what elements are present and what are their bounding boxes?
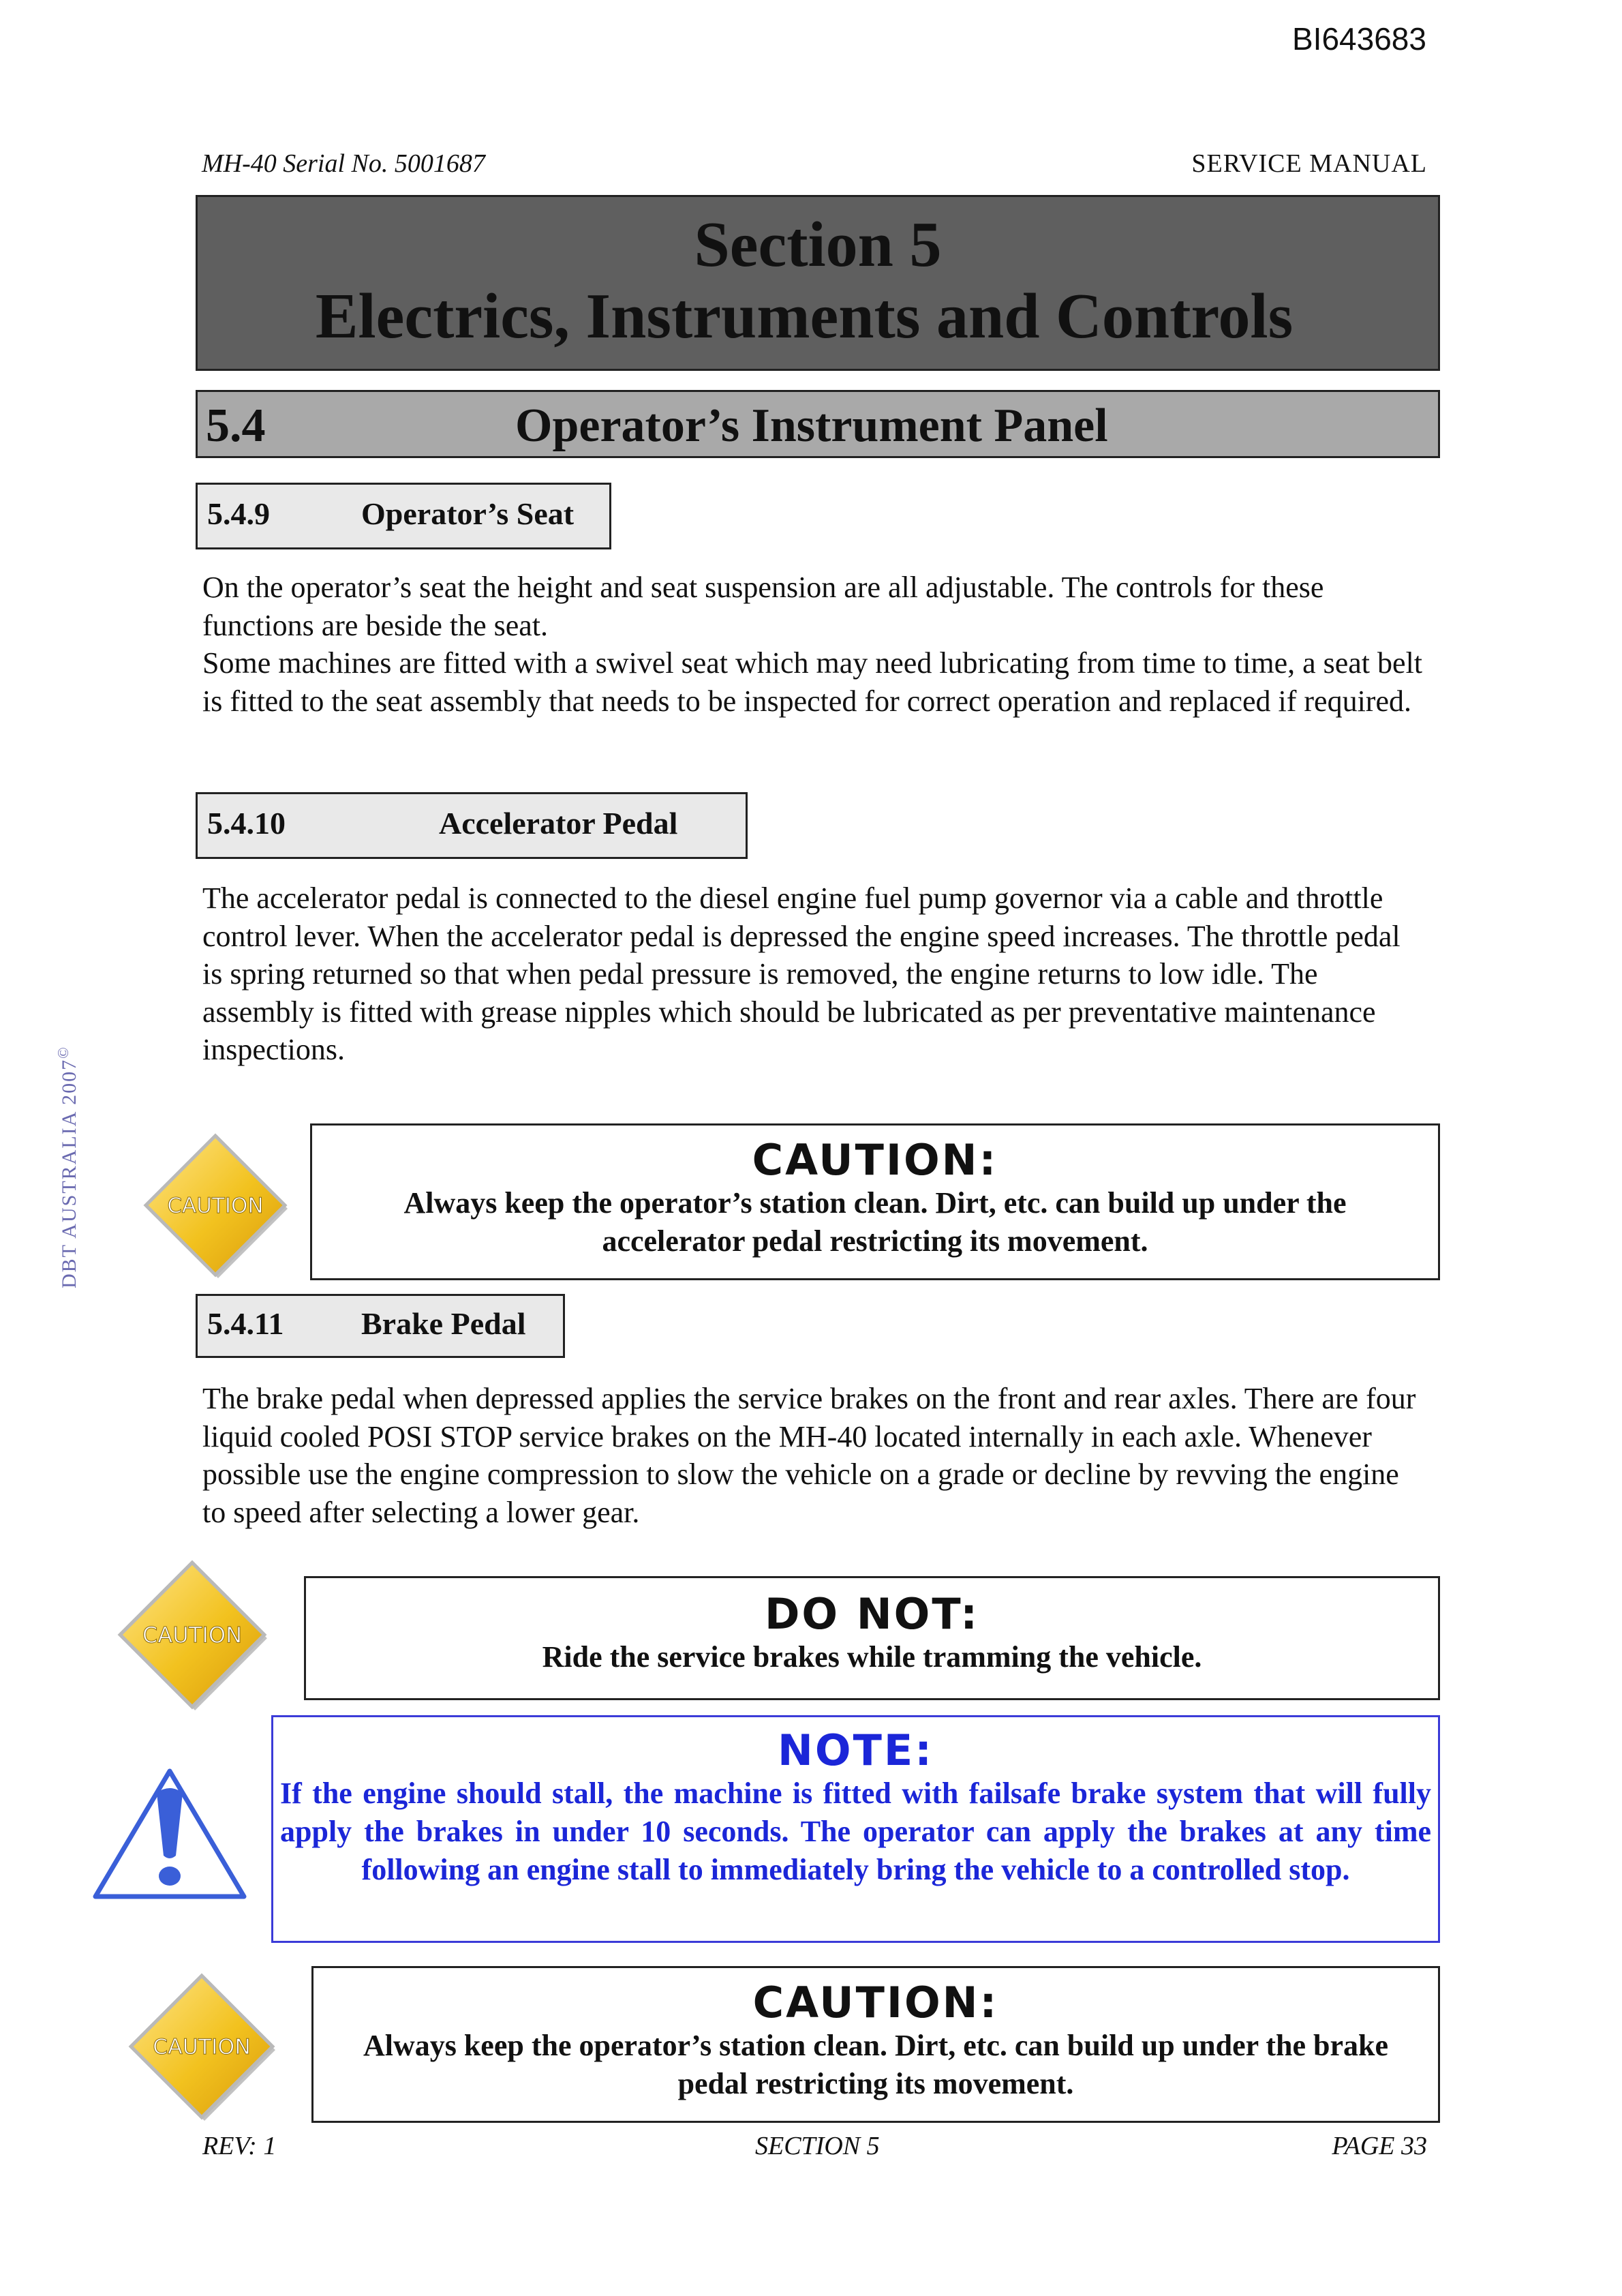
section-title: Electrics, Instruments and Controls bbox=[315, 281, 1294, 352]
subsection-banner bbox=[196, 390, 1440, 458]
caution-sign-icon bbox=[127, 1972, 277, 2121]
footer-page-number: PAGE 33 bbox=[1332, 2132, 1427, 2160]
brake-description bbox=[202, 1380, 1429, 1531]
heading-brake-pedal bbox=[196, 1294, 565, 1358]
caution-icon-label: CAUTION bbox=[167, 1194, 264, 1218]
caution-box bbox=[311, 1966, 1440, 2123]
warning-triangle-icon bbox=[91, 1766, 248, 1902]
seat-paragraph-1: On the operator’s seat the height and seat suspension are all adjustable. The controls for these functions are beside the seat. bbox=[202, 571, 1324, 642]
caution-heading: CAUTION: bbox=[752, 1135, 998, 1185]
heading-operators-seat bbox=[196, 483, 611, 549]
footer-section: SECTION 5 bbox=[755, 2132, 880, 2160]
caution-sign-icon bbox=[142, 1132, 289, 1279]
brake-paragraph: The brake pedal when depressed applies the service brakes on the front and rear axles. There are four liquid cooled POSI STOP service brakes on the MH-40 located internally in each axle. Whenever possible use the engine compression to slow the vehicle on a grade or decline by revving the engine to speed after selecting a lower gear. bbox=[202, 1382, 1416, 1529]
do-not-text: Ride the service brakes while tramming the vehicle. bbox=[542, 1640, 1202, 1674]
caution-text: Always keep the operator’s station clean. Dirt, etc. can build up under the brake pedal restricting its movement. bbox=[363, 2029, 1389, 2100]
caution-box bbox=[310, 1123, 1440, 1280]
heading-number: 5.4.9 bbox=[207, 496, 270, 531]
seat-paragraph-2: Some machines are fitted with a swivel seat which may need lubricating from time to time, a seat belt is fitted to the seat assembly that needs to be inspected for correct operation and replaced if required. bbox=[202, 646, 1423, 718]
copyright-notice bbox=[55, 1046, 81, 1288]
note-text: If the engine should stall, the machine is fitted with failsafe brake system that will fully apply the brakes in under 10 seconds. The operator can apply the brakes at any time following an engine stall to immediately bring the vehicle to a controlled stop. bbox=[280, 1777, 1431, 1886]
subsection-title: Operator’s Instrument Panel bbox=[515, 399, 1108, 452]
heading-title: Accelerator Pedal bbox=[439, 806, 678, 841]
accelerator-paragraph: The accelerator pedal is connected to the diesel engine fuel pump governor via a cable and throttle control lever. When the accelerator pedal is depressed the engine speed increases. The throttle pedal is spring returned so that when pedal pressure is removed, the engine returns to low idle. The assembly is fitted with grease nipples which should be lubricated as per preventative maintenance inspections. bbox=[202, 881, 1401, 1066]
heading-title: Operator’s Seat bbox=[361, 496, 575, 531]
caution-text: Always keep the operator’s station clean. Dirt, etc. can build up under the accelerator pedal restricting its movement. bbox=[403, 1186, 1347, 1258]
document-id: BI643683 bbox=[1292, 21, 1426, 57]
subsection-number: 5.4 bbox=[206, 399, 266, 452]
heading-number: 5.4.10 bbox=[207, 806, 286, 841]
caution-icon-label: CAUTION bbox=[142, 1622, 243, 1648]
caution-heading: CAUTION: bbox=[752, 1978, 999, 2027]
caution-sign-icon bbox=[116, 1558, 269, 1711]
heading-number: 5.4.11 bbox=[207, 1306, 284, 1341]
copyright-text: DBT AUSTRALIA 2007 bbox=[58, 1058, 80, 1288]
header-manual-title: SERVICE MANUAL bbox=[1191, 149, 1427, 178]
copyright-symbol: © bbox=[55, 1046, 72, 1059]
accelerator-description bbox=[202, 879, 1411, 1069]
footer-revision: REV: 1 bbox=[202, 2132, 277, 2160]
header-serial: MH-40 Serial No. 5001687 bbox=[202, 149, 485, 178]
do-not-box bbox=[304, 1576, 1440, 1700]
heading-title: Brake Pedal bbox=[361, 1306, 526, 1341]
heading-accelerator-pedal bbox=[196, 792, 748, 859]
caution-icon-label: CAUTION bbox=[153, 2035, 251, 2060]
section-banner bbox=[196, 195, 1440, 371]
note-heading: NOTE: bbox=[777, 1725, 934, 1775]
seat-description bbox=[202, 569, 1443, 720]
note-box bbox=[271, 1715, 1440, 1943]
do-not-heading: DO NOT: bbox=[764, 1589, 980, 1639]
section-number: Section 5 bbox=[694, 209, 942, 280]
